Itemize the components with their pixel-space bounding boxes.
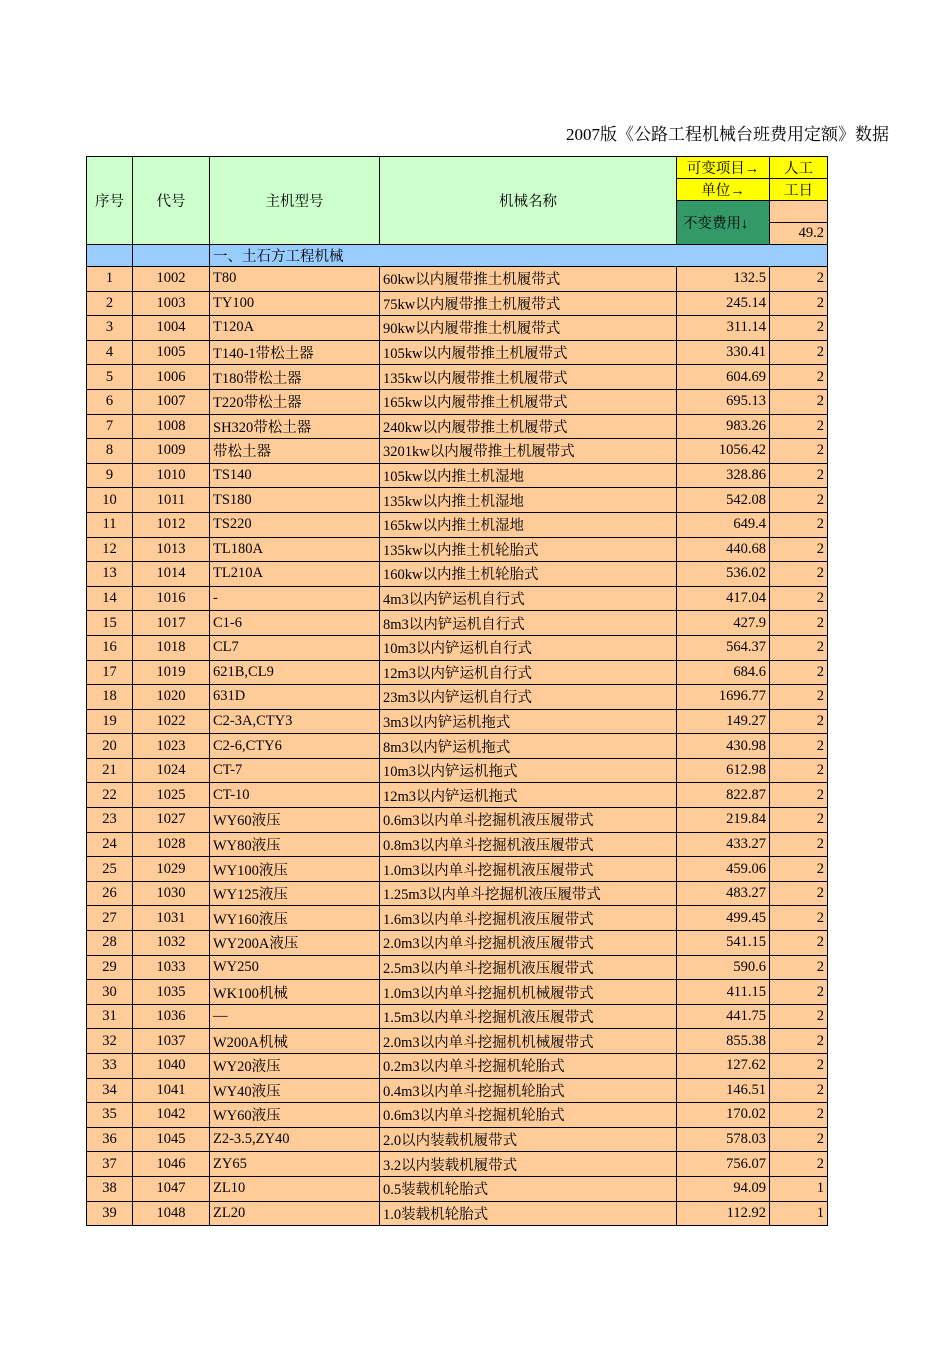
cell-fixed-cost: 459.06	[677, 857, 770, 882]
cell-code: 1029	[133, 857, 210, 882]
cell-model: T120A	[210, 316, 380, 341]
cell-code: 1031	[133, 906, 210, 931]
table-row	[87, 439, 828, 464]
cell-model: WY160液压	[210, 906, 380, 931]
cell-model: WY20液压	[210, 1054, 380, 1079]
table-row	[87, 1004, 828, 1029]
table-row	[87, 783, 828, 808]
cell-model: TY100	[210, 291, 380, 316]
cell-name: 2.0以内装载机履带式	[380, 1127, 677, 1152]
cell-labor: 1	[770, 1176, 828, 1201]
cell-model: TL210A	[210, 562, 380, 587]
header-unit: 单位→	[677, 179, 770, 201]
cell-labor: 2	[770, 1078, 828, 1103]
cell-seq: 30	[87, 980, 133, 1005]
section-blank	[133, 245, 210, 267]
cell-model: T220带松土器	[210, 389, 380, 414]
cell-labor: 2	[770, 1127, 828, 1152]
cell-model: WY100液压	[210, 857, 380, 882]
cell-seq: 27	[87, 906, 133, 931]
cell-labor: 2	[770, 931, 828, 956]
cell-seq: 31	[87, 1004, 133, 1029]
cell-code: 1032	[133, 931, 210, 956]
cell-model: T80	[210, 267, 380, 292]
cell-name: 3201kw以内履带推土机履带式	[380, 439, 677, 464]
cell-model: TS220	[210, 512, 380, 537]
table-row	[87, 291, 828, 316]
cell-seq: 24	[87, 832, 133, 857]
cell-fixed-cost: 483.27	[677, 881, 770, 906]
cell-name: 0.8m3以内单斗挖掘机液压履带式	[380, 832, 677, 857]
cell-name: 1.5m3以内单斗挖掘机液压履带式	[380, 1004, 677, 1029]
cell-fixed-cost: 499.45	[677, 906, 770, 931]
cell-labor: 2	[770, 1004, 828, 1029]
table-row	[87, 562, 828, 587]
table-row	[87, 1103, 828, 1128]
cell-seq: 22	[87, 783, 133, 808]
cell-name: 1.0装载机轮胎式	[380, 1201, 677, 1226]
cell-fixed-cost: 536.02	[677, 562, 770, 587]
cell-code: 1027	[133, 808, 210, 833]
cell-code: 1004	[133, 316, 210, 341]
cell-model: Z2-3.5,ZY40	[210, 1127, 380, 1152]
cell-model: WY60液压	[210, 808, 380, 833]
cell-model: -	[210, 586, 380, 611]
cell-name: 135kw以内推土机轮胎式	[380, 537, 677, 562]
cell-code: 1045	[133, 1127, 210, 1152]
cell-model: WY250	[210, 955, 380, 980]
cell-name: 4m3以内铲运机自行式	[380, 586, 677, 611]
table-row	[87, 488, 828, 513]
cell-model: WY200A液压	[210, 931, 380, 956]
cell-name: 0.4m3以内单斗挖掘机轮胎式	[380, 1078, 677, 1103]
cell-name: 135kw以内履带推土机履带式	[380, 365, 677, 390]
cell-model: SH320带松土器	[210, 414, 380, 439]
cell-labor: 2	[770, 1152, 828, 1177]
cell-seq: 12	[87, 537, 133, 562]
table-row	[87, 709, 828, 734]
table-row	[87, 365, 828, 390]
cell-fixed-cost: 112.92	[677, 1201, 770, 1226]
cell-code: 1024	[133, 758, 210, 783]
header-labor-unit: 工日	[770, 179, 828, 201]
cell-seq: 8	[87, 439, 133, 464]
cell-labor: 2	[770, 1054, 828, 1079]
cell-model: WK100机械	[210, 980, 380, 1005]
cell-model: WY60液压	[210, 1103, 380, 1128]
cell-fixed-cost: 132.5	[677, 267, 770, 292]
cell-name: 8m3以内铲运机拖式	[380, 734, 677, 759]
table-row	[87, 685, 828, 710]
cell-name: 10m3以内铲运机拖式	[380, 758, 677, 783]
cell-name: 3.2以内装载机履带式	[380, 1152, 677, 1177]
cell-name: 1.25m3以内单斗挖掘机液压履带式	[380, 881, 677, 906]
cell-labor: 2	[770, 267, 828, 292]
cell-labor: 2	[770, 414, 828, 439]
cell-name: 0.5装载机轮胎式	[380, 1176, 677, 1201]
cell-name: 1.6m3以内单斗挖掘机液压履带式	[380, 906, 677, 931]
cell-fixed-cost: 578.03	[677, 1127, 770, 1152]
cell-model: C2-3A,CTY3	[210, 709, 380, 734]
cell-code: 1022	[133, 709, 210, 734]
cell-seq: 2	[87, 291, 133, 316]
cell-fixed-cost: 1056.42	[677, 439, 770, 464]
table-row	[87, 1054, 828, 1079]
cell-seq: 36	[87, 1127, 133, 1152]
cell-model: C1-6	[210, 611, 380, 636]
cell-labor: 2	[770, 389, 828, 414]
cell-fixed-cost: 417.04	[677, 586, 770, 611]
table-row	[87, 1127, 828, 1152]
table-row	[87, 586, 828, 611]
table-row	[87, 414, 828, 439]
cell-name: 12m3以内铲运机自行式	[380, 660, 677, 685]
cell-seq: 19	[87, 709, 133, 734]
cell-code: 1035	[133, 980, 210, 1005]
cell-model: T180带松土器	[210, 365, 380, 390]
table-row	[87, 611, 828, 636]
cell-labor: 2	[770, 832, 828, 857]
cell-seq: 23	[87, 808, 133, 833]
cell-name: 1.0m3以内单斗挖掘机机械履带式	[380, 980, 677, 1005]
cell-seq: 20	[87, 734, 133, 759]
cell-labor: 2	[770, 881, 828, 906]
cell-name: 0.6m3以内单斗挖掘机轮胎式	[380, 1103, 677, 1128]
cell-fixed-cost: 1696.77	[677, 685, 770, 710]
cell-model: WY125液压	[210, 881, 380, 906]
cell-seq: 15	[87, 611, 133, 636]
header-variable-item: 可变项目→	[677, 157, 770, 179]
cell-fixed-cost: 311.14	[677, 316, 770, 341]
table-row	[87, 316, 828, 341]
table-row	[87, 931, 828, 956]
cell-model: TS180	[210, 488, 380, 513]
cell-name: 2.0m3以内单斗挖掘机液压履带式	[380, 931, 677, 956]
cell-labor: 2	[770, 1103, 828, 1128]
cell-model: T140-1带松土器	[210, 340, 380, 365]
cell-code: 1037	[133, 1029, 210, 1054]
cell-labor: 2	[770, 562, 828, 587]
cell-labor: 2	[770, 365, 828, 390]
cell-code: 1011	[133, 488, 210, 513]
cell-code: 1040	[133, 1054, 210, 1079]
cell-fixed-cost: 94.09	[677, 1176, 770, 1201]
cell-name: 3m3以内铲运机拖式	[380, 709, 677, 734]
header-name: 机械名称	[380, 157, 677, 245]
section-blank	[87, 245, 133, 267]
header-model: 主机型号	[210, 157, 380, 245]
cell-name: 160kw以内推土机轮胎式	[380, 562, 677, 587]
cell-code: 1005	[133, 340, 210, 365]
header-seq: 序号	[87, 157, 133, 245]
cell-labor: 2	[770, 709, 828, 734]
table-row	[87, 512, 828, 537]
table-row	[87, 734, 828, 759]
cell-model: 631D	[210, 685, 380, 710]
cell-fixed-cost: 649.4	[677, 512, 770, 537]
cell-seq: 33	[87, 1054, 133, 1079]
cell-labor: 2	[770, 660, 828, 685]
table-row	[87, 463, 828, 488]
section-title: 一、土石方工程机械	[210, 245, 828, 267]
table-row	[87, 1152, 828, 1177]
cell-model: CL7	[210, 635, 380, 660]
machinery-cost-table	[86, 156, 828, 1226]
cell-seq: 7	[87, 414, 133, 439]
cell-labor: 2	[770, 488, 828, 513]
cell-fixed-cost: 245.14	[677, 291, 770, 316]
table-row	[87, 635, 828, 660]
cell-code: 1016	[133, 586, 210, 611]
cell-code: 1023	[133, 734, 210, 759]
header-blank-cell	[770, 201, 828, 223]
table-row	[87, 808, 828, 833]
cell-model: ZY65	[210, 1152, 380, 1177]
cell-seq: 26	[87, 881, 133, 906]
cell-seq: 32	[87, 1029, 133, 1054]
cell-fixed-cost: 756.07	[677, 1152, 770, 1177]
cell-code: 1013	[133, 537, 210, 562]
cell-code: 1018	[133, 635, 210, 660]
cell-seq: 28	[87, 931, 133, 956]
cell-fixed-cost: 433.27	[677, 832, 770, 857]
table-row	[87, 340, 828, 365]
table-row	[87, 980, 828, 1005]
cell-fixed-cost: 983.26	[677, 414, 770, 439]
cell-name: 105kw以内履带推土机履带式	[380, 340, 677, 365]
cell-code: 1019	[133, 660, 210, 685]
table-row	[87, 881, 828, 906]
cell-code: 1007	[133, 389, 210, 414]
cell-code: 1020	[133, 685, 210, 710]
cell-code: 1041	[133, 1078, 210, 1103]
cell-code: 1008	[133, 414, 210, 439]
table-row	[87, 267, 828, 292]
table-row	[87, 758, 828, 783]
cell-seq: 5	[87, 365, 133, 390]
cell-labor: 2	[770, 783, 828, 808]
cell-fixed-cost: 127.62	[677, 1054, 770, 1079]
cell-model: TL180A	[210, 537, 380, 562]
cell-fixed-cost: 590.6	[677, 955, 770, 980]
cell-labor: 2	[770, 906, 828, 931]
cell-seq: 17	[87, 660, 133, 685]
cell-labor: 2	[770, 537, 828, 562]
cell-fixed-cost: 328.86	[677, 463, 770, 488]
cell-code: 1002	[133, 267, 210, 292]
cell-labor: 2	[770, 808, 828, 833]
table-row	[87, 955, 828, 980]
cell-code: 1048	[133, 1201, 210, 1226]
cell-labor: 2	[770, 512, 828, 537]
sheet-title: 2007版《公路工程机械台班费用定额》数据	[566, 125, 889, 144]
cell-labor: 2	[770, 734, 828, 759]
cell-fixed-cost: 330.41	[677, 340, 770, 365]
cell-model: CT-7	[210, 758, 380, 783]
cell-labor: 2	[770, 340, 828, 365]
cell-seq: 4	[87, 340, 133, 365]
cell-seq: 10	[87, 488, 133, 513]
table-row	[87, 857, 828, 882]
cell-name: 10m3以内铲运机自行式	[380, 635, 677, 660]
cell-seq: 25	[87, 857, 133, 882]
cell-model: W200A机械	[210, 1029, 380, 1054]
cell-name: 105kw以内推土机湿地	[380, 463, 677, 488]
cell-name: 75kw以内履带推土机履带式	[380, 291, 677, 316]
cell-code: 1006	[133, 365, 210, 390]
cell-name: 60kw以内履带推土机履带式	[380, 267, 677, 292]
cell-fixed-cost: 612.98	[677, 758, 770, 783]
cell-code: 1042	[133, 1103, 210, 1128]
cell-seq: 9	[87, 463, 133, 488]
cell-code: 1028	[133, 832, 210, 857]
cell-fixed-cost: 695.13	[677, 389, 770, 414]
table-row	[87, 537, 828, 562]
cell-code: 1030	[133, 881, 210, 906]
cell-labor: 2	[770, 291, 828, 316]
cell-code: 1046	[133, 1152, 210, 1177]
cell-seq: 14	[87, 586, 133, 611]
cell-fixed-cost: 542.08	[677, 488, 770, 513]
cell-labor: 2	[770, 316, 828, 341]
cell-name: 0.2m3以内单斗挖掘机轮胎式	[380, 1054, 677, 1079]
cell-seq: 6	[87, 389, 133, 414]
cell-model: ZL10	[210, 1176, 380, 1201]
cell-name: 8m3以内铲运机自行式	[380, 611, 677, 636]
cell-code: 1014	[133, 562, 210, 587]
cell-seq: 16	[87, 635, 133, 660]
cell-fixed-cost: 564.37	[677, 635, 770, 660]
cell-labor: 2	[770, 611, 828, 636]
cell-fixed-cost: 430.98	[677, 734, 770, 759]
cell-model: WY80液压	[210, 832, 380, 857]
cell-model: C2-6,CTY6	[210, 734, 380, 759]
cell-labor: 1	[770, 1201, 828, 1226]
cell-model: TS140	[210, 463, 380, 488]
cell-code: 1012	[133, 512, 210, 537]
cell-labor: 2	[770, 1029, 828, 1054]
cell-code: 1003	[133, 291, 210, 316]
cell-code: 1047	[133, 1176, 210, 1201]
header-fixed-cost: 不变费用↓	[677, 201, 770, 245]
table-row	[87, 832, 828, 857]
table-row	[87, 1176, 828, 1201]
cell-name: 2.5m3以内单斗挖掘机液压履带式	[380, 955, 677, 980]
cell-seq: 11	[87, 512, 133, 537]
header-code: 代号	[133, 157, 210, 245]
cell-labor: 2	[770, 635, 828, 660]
cell-model: —	[210, 1004, 380, 1029]
cell-labor: 2	[770, 758, 828, 783]
cell-fixed-cost: 684.6	[677, 660, 770, 685]
cell-name: 165kw以内履带推土机履带式	[380, 389, 677, 414]
cell-name: 240kw以内履带推土机履带式	[380, 414, 677, 439]
table-row	[87, 1029, 828, 1054]
cell-fixed-cost: 411.15	[677, 980, 770, 1005]
cell-fixed-cost: 440.68	[677, 537, 770, 562]
cell-fixed-cost: 149.27	[677, 709, 770, 734]
cell-labor: 2	[770, 955, 828, 980]
cell-code: 1033	[133, 955, 210, 980]
cell-model: WY40液压	[210, 1078, 380, 1103]
cell-model: 带松土器	[210, 439, 380, 464]
header-labor: 人工	[770, 157, 828, 179]
cell-fixed-cost: 604.69	[677, 365, 770, 390]
table-row	[87, 906, 828, 931]
cell-fixed-cost: 170.02	[677, 1103, 770, 1128]
cell-seq: 21	[87, 758, 133, 783]
cell-seq: 13	[87, 562, 133, 587]
cell-labor: 2	[770, 685, 828, 710]
cell-fixed-cost: 146.51	[677, 1078, 770, 1103]
table-row	[87, 1078, 828, 1103]
cell-code: 1025	[133, 783, 210, 808]
table-row	[87, 1201, 828, 1226]
cell-model: 621B,CL9	[210, 660, 380, 685]
cell-labor: 2	[770, 586, 828, 611]
cell-name: 135kw以内推土机湿地	[380, 488, 677, 513]
cell-fixed-cost: 822.87	[677, 783, 770, 808]
cell-fixed-cost: 855.38	[677, 1029, 770, 1054]
table-row	[87, 389, 828, 414]
cell-code: 1017	[133, 611, 210, 636]
header-labor-price: 49.2	[770, 223, 828, 245]
cell-code: 1036	[133, 1004, 210, 1029]
cell-fixed-cost: 541.15	[677, 931, 770, 956]
cell-labor: 2	[770, 439, 828, 464]
cell-fixed-cost: 219.84	[677, 808, 770, 833]
cell-labor: 2	[770, 857, 828, 882]
cell-fixed-cost: 441.75	[677, 1004, 770, 1029]
cell-code: 1010	[133, 463, 210, 488]
cell-seq: 35	[87, 1103, 133, 1128]
cell-model: ZL20	[210, 1201, 380, 1226]
cell-name: 165kw以内推土机湿地	[380, 512, 677, 537]
cell-fixed-cost: 427.9	[677, 611, 770, 636]
cell-seq: 38	[87, 1176, 133, 1201]
cell-name: 0.6m3以内单斗挖掘机液压履带式	[380, 808, 677, 833]
cell-seq: 34	[87, 1078, 133, 1103]
cell-labor: 2	[770, 980, 828, 1005]
cell-labor: 2	[770, 463, 828, 488]
cell-model: CT-10	[210, 783, 380, 808]
cell-seq: 29	[87, 955, 133, 980]
cell-code: 1009	[133, 439, 210, 464]
cell-seq: 3	[87, 316, 133, 341]
cell-seq: 18	[87, 685, 133, 710]
cell-seq: 37	[87, 1152, 133, 1177]
cell-name: 12m3以内铲运机拖式	[380, 783, 677, 808]
table-row	[87, 660, 828, 685]
cell-name: 23m3以内铲运机自行式	[380, 685, 677, 710]
cell-name: 2.0m3以内单斗挖掘机机械履带式	[380, 1029, 677, 1054]
cell-name: 90kw以内履带推土机履带式	[380, 316, 677, 341]
cell-seq: 1	[87, 267, 133, 292]
cell-seq: 39	[87, 1201, 133, 1226]
cell-name: 1.0m3以内单斗挖掘机液压履带式	[380, 857, 677, 882]
